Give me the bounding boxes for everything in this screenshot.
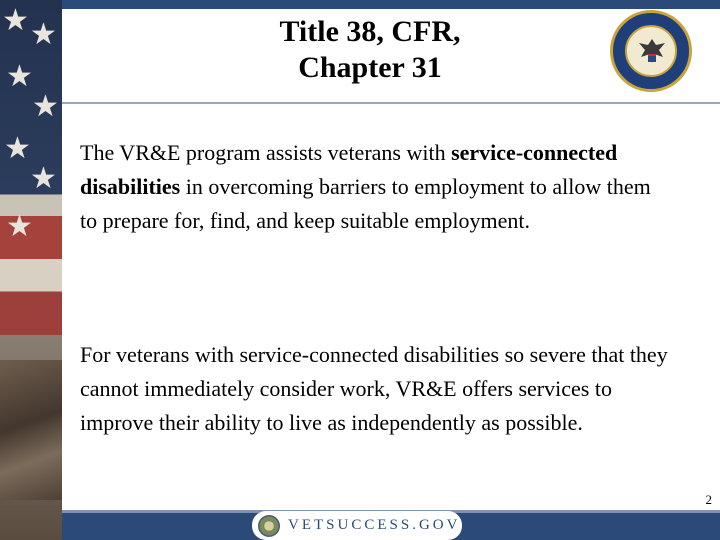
va-seal-icon xyxy=(610,10,692,92)
soldier-photo xyxy=(0,360,62,500)
paragraph-independent-living: For veterans with service-connected disabilities so severe that they cannot immediately consider work, VR&E offers services to improve their ability to live as independently as possible. xyxy=(80,342,668,435)
star-icon: ★ xyxy=(30,161,57,196)
star-icon: ★ xyxy=(32,89,59,124)
paragraph-1-rest: in overcoming barriers to employment to allow them to prepare for, find, and keep suitable employment. xyxy=(80,174,651,233)
seal-center xyxy=(625,25,677,77)
footer-brand-text: VETSUCCESS.GOV xyxy=(288,517,461,533)
star-icon: ★ xyxy=(4,131,31,166)
title-line-1: Title 38, CFR, xyxy=(279,15,461,48)
star-icon: ★ xyxy=(30,17,57,52)
eagle-icon xyxy=(637,35,667,67)
footer-logo[interactable] xyxy=(252,511,462,540)
title-line-2: Chapter 31 xyxy=(298,51,442,84)
header-divider xyxy=(62,102,720,104)
star-icon: ★ xyxy=(2,3,29,38)
slide-title xyxy=(200,14,540,86)
paragraph-program-description xyxy=(80,136,670,238)
header-band xyxy=(62,0,720,9)
star-icon: ★ xyxy=(6,209,33,244)
flag-decoration xyxy=(0,0,62,540)
page-number: 2 xyxy=(705,492,712,507)
paragraph-1-emphasis: service-connected disabilities xyxy=(80,140,618,199)
vetsuccess-logo-icon xyxy=(258,515,280,537)
star-icon: ★ xyxy=(6,59,33,94)
paragraph-1-intro: The VR&E program assists veterans with xyxy=(80,140,452,165)
